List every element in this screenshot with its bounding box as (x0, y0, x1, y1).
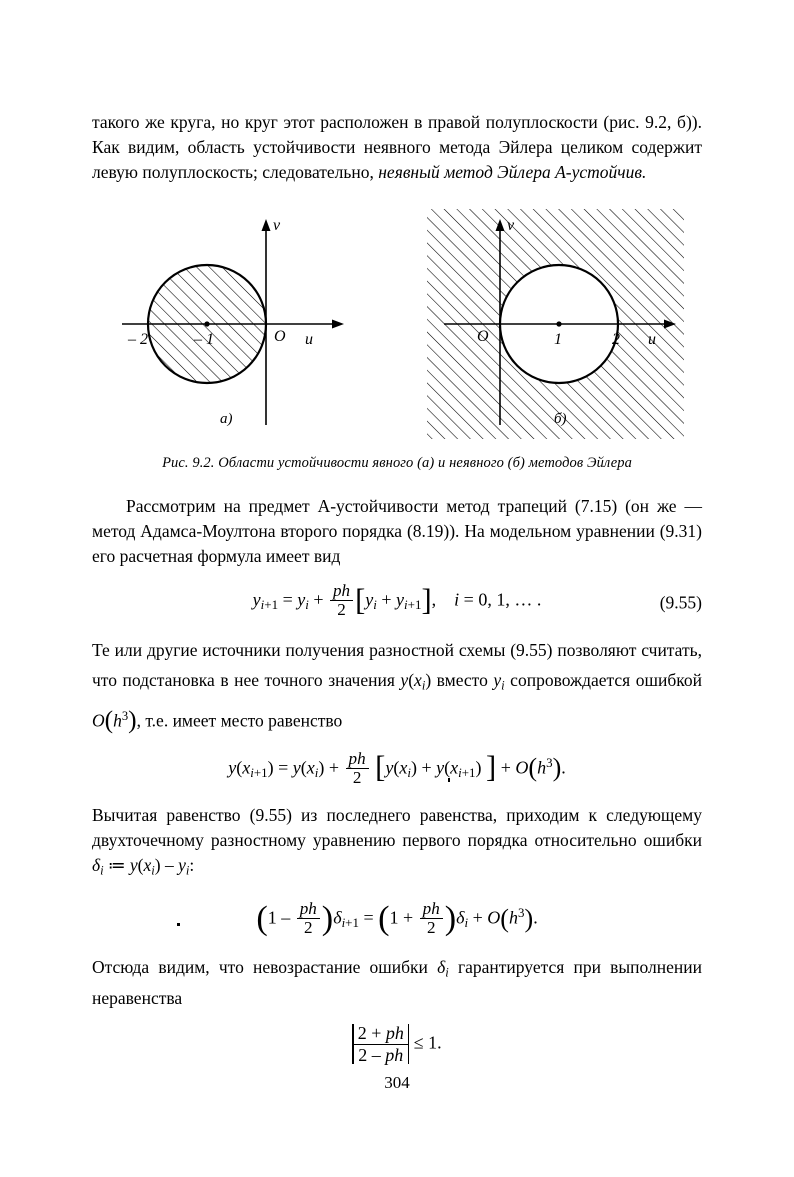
paragraph-conclusion: Отсюда видим, что невозрастание ошибки $\delta_i$ гарантируется при выполнении неравенства (92, 957, 702, 1008)
left-axis-x-label: u (305, 331, 313, 348)
figure-9-2-svg (92, 201, 702, 451)
right-origin-label: O (477, 328, 489, 345)
right-axis-x-label: u (648, 331, 656, 348)
paragraph-intro-text: такого же круга, но круг этот расположен в правой полуплоскости (рис. 9.2, б)). Как видим, область устойчивости неявного метода Эйлера целиком содержит левую полуплоскость; следовательно, (92, 112, 702, 182)
paragraph-subtract-tail: : (189, 854, 195, 875)
left-plot-group (122, 217, 344, 425)
paragraph-error-b: вместо (431, 670, 494, 690)
page-number: 304 (384, 1073, 410, 1092)
figure-sublabel-a: а) (220, 411, 233, 427)
paragraph-subtract-text: Вычитая равенство (9.55) из последнего равенства, приходим к следующему двухточечному разностному уравнению первого порядка относительно ошибки (92, 804, 702, 850)
paragraph-conclusion-b: гарантируется при выполнении неравенства (92, 957, 702, 1008)
paragraph-error-a: Те или другие источники получения разностной схемы (9.55) позволяют считать, что подстановка в нее точного значения (92, 640, 702, 690)
page-content (92, 110, 702, 1092)
equation-delta: (1 – $\frac{ph}{2}$ )$\delta_{i+1} = (1$ + $\frac{ph}{2}$ )$\delta_i + O(h^3)$. (256, 899, 538, 938)
figure-caption: Рис. 9.2. Области устойчивости явного (а) и неявного (б) методов Эйлера (162, 455, 632, 471)
paragraph-error-d: , т.е. имеет место равенство (136, 709, 343, 730)
scan-speck (177, 923, 180, 926)
left-origin-label: O (274, 328, 286, 345)
scan-speck (448, 778, 450, 782)
left-axis-y-label: v (273, 217, 281, 234)
paragraph-subtract: Вычитая равенство (9.55) из последнего равенства, приходим к следующему двухточечному разностному уравнению первого порядка относительно ошибки $\delta_i$ ≔ $y(x_i) - y_i$: (92, 804, 702, 878)
figure-9-2 (92, 201, 702, 451)
left-tick-minus2: – 2 (128, 331, 148, 348)
equation-9-55-number: (9.55) (659, 592, 702, 613)
figure-sublabel-b: б) (554, 411, 567, 427)
equation-exact-row (92, 748, 702, 791)
right-tick-2: 2 (612, 331, 620, 348)
left-tick-minus1: – 1 (194, 331, 214, 348)
equation-9-55: $y_{i+1} = y_i$ + $\frac{ph}{2}$ $[y_i + y_{i+1}]$, i = 0, 1, … . (252, 581, 542, 619)
equation-9-55-row (92, 583, 702, 623)
equation-delta-row (92, 901, 702, 941)
equation-inequality-row (92, 1023, 702, 1065)
paragraph-conclusion-a: Отсюда видим, что невозрастание ошибки (92, 957, 438, 978)
right-tick-1: 1 (554, 331, 562, 348)
equation-exact: $y(x_{i+1}) = y(x_i)$ + $\frac{ph}{2}$ [$y(x_i) + y(x_{i+1})$ ] + $O(h^3)$. (228, 748, 566, 787)
right-plot-group (427, 209, 684, 439)
paragraph-intro-italic: неявный метод Эйлера А-устойчив. (378, 162, 647, 182)
paragraph-trapezoid: Рассмотрим на предмет А-устойчивости метод трапеций (7.15) (он же — метод Адамса-Моултона второго порядка (8.19)). На модельном уравнении (9.31) его расчетная формула имеет вид (92, 496, 702, 566)
paragraph-error: Те или другие источники получения разностной схемы (9.55) позволяют считать, что подстановка в нее точного значения $y(x_i)$ вместо $y_i$ сопровождается ошибкой $O(h^3)$, т.е. имеет место равенство (92, 640, 702, 734)
paragraph-intro (92, 110, 702, 185)
right-axis-y-label: v (507, 217, 515, 234)
equation-inequality: $\frac{2 + ph}{2 - ph}$ ≤ 1. (92, 1023, 702, 1065)
paragraph-error-c: сопровождается ошибкой (504, 670, 702, 690)
